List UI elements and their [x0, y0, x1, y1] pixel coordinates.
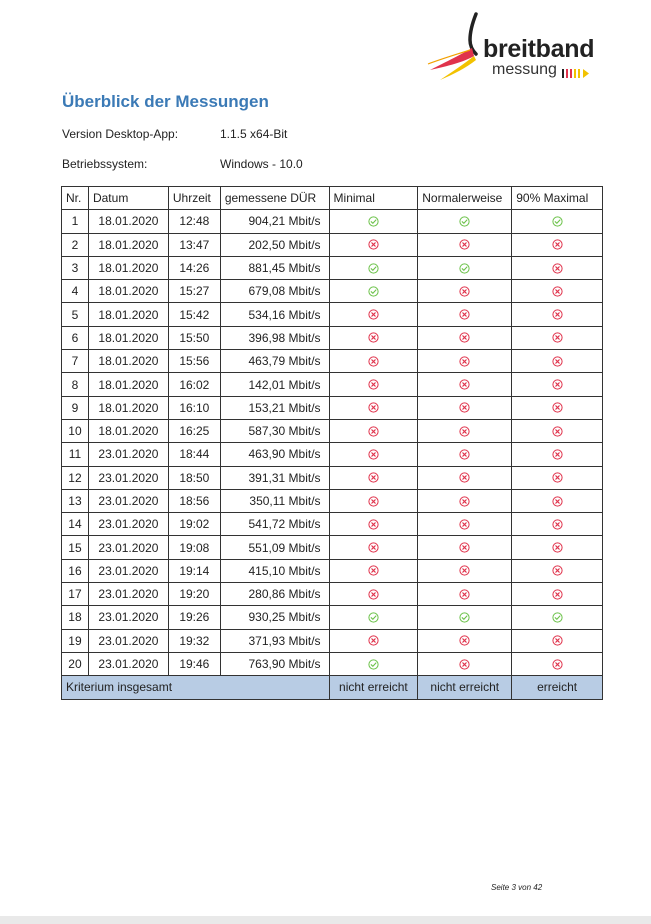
- logo-word-messung: messung: [492, 61, 557, 78]
- check-circle-icon: [422, 263, 507, 274]
- cross-circle-icon: [516, 379, 598, 390]
- cross-circle-icon: [516, 519, 598, 530]
- row-nr: 13: [62, 489, 89, 512]
- row-uhrzeit: 16:02: [168, 373, 220, 396]
- row-gemessene-duer: 463,79 Mbit/s: [220, 350, 329, 373]
- page-bottom-band: [0, 916, 651, 924]
- row-90-maximal-status: [512, 419, 603, 442]
- signal-bars-icon: [562, 66, 592, 80]
- cross-circle-icon: [516, 565, 598, 576]
- row-datum: 18.01.2020: [88, 373, 168, 396]
- row-90-maximal-status: [512, 303, 603, 326]
- row-normalerweise-status: [418, 256, 512, 279]
- check-circle-icon: [334, 216, 414, 227]
- row-uhrzeit: 19:08: [168, 536, 220, 559]
- row-minimal-status: [329, 559, 418, 582]
- check-circle-icon: [334, 659, 414, 670]
- row-datum: 23.01.2020: [88, 583, 168, 606]
- row-uhrzeit: 19:02: [168, 513, 220, 536]
- row-minimal-status: [329, 396, 418, 419]
- row-minimal-status: [329, 326, 418, 349]
- header-minimal: Minimal: [329, 187, 418, 210]
- row-minimal-status: [329, 583, 418, 606]
- row-nr: 18: [62, 606, 89, 629]
- row-datum: 23.01.2020: [88, 443, 168, 466]
- row-uhrzeit: 16:25: [168, 419, 220, 442]
- table-row: [62, 326, 603, 349]
- table-row: [62, 233, 603, 256]
- row-normalerweise-status: [418, 303, 512, 326]
- row-nr: 14: [62, 513, 89, 536]
- row-uhrzeit: 15:42: [168, 303, 220, 326]
- row-nr: 19: [62, 629, 89, 652]
- cross-circle-icon: [516, 286, 598, 297]
- row-uhrzeit: 18:44: [168, 443, 220, 466]
- row-gemessene-duer: 396,98 Mbit/s: [220, 326, 329, 349]
- table-row: [62, 256, 603, 279]
- row-gemessene-duer: 881,45 Mbit/s: [220, 256, 329, 279]
- header-normalerweise: Normalerweise: [418, 187, 512, 210]
- row-gemessene-duer: 391,31 Mbit/s: [220, 466, 329, 489]
- cross-circle-icon: [422, 402, 507, 413]
- row-90-maximal-status: [512, 513, 603, 536]
- os-value: Windows - 10.0: [220, 157, 303, 171]
- row-uhrzeit: 15:50: [168, 326, 220, 349]
- row-minimal-status: [329, 419, 418, 442]
- row-minimal-status: [329, 629, 418, 652]
- row-minimal-status: [329, 210, 418, 233]
- row-datum: 23.01.2020: [88, 513, 168, 536]
- measurement-table: [61, 186, 603, 700]
- row-normalerweise-status: [418, 443, 512, 466]
- row-normalerweise-status: [418, 489, 512, 512]
- row-normalerweise-status: [418, 559, 512, 582]
- row-uhrzeit: 19:32: [168, 629, 220, 652]
- row-uhrzeit: 13:47: [168, 233, 220, 256]
- cross-circle-icon: [334, 426, 414, 437]
- row-normalerweise-status: [418, 652, 512, 675]
- row-nr: 12: [62, 466, 89, 489]
- row-minimal-status: [329, 443, 418, 466]
- row-normalerweise-status: [418, 210, 512, 233]
- table-row: [62, 513, 603, 536]
- row-datum: 23.01.2020: [88, 629, 168, 652]
- cross-circle-icon: [334, 635, 414, 646]
- summary-normalerweise: nicht erreicht: [418, 676, 512, 699]
- row-datum: 23.01.2020: [88, 606, 168, 629]
- page-title: Überblick der Messungen: [62, 92, 269, 111]
- cross-circle-icon: [516, 472, 598, 483]
- cross-circle-icon: [422, 379, 507, 390]
- summary-minimal: nicht erreicht: [329, 676, 418, 699]
- cross-circle-icon: [516, 449, 598, 460]
- header-uhrzeit: Uhrzeit: [168, 187, 220, 210]
- row-datum: 23.01.2020: [88, 466, 168, 489]
- row-minimal-status: [329, 373, 418, 396]
- row-gemessene-duer: 551,09 Mbit/s: [220, 536, 329, 559]
- cross-circle-icon: [422, 519, 507, 530]
- cross-circle-icon: [422, 589, 507, 600]
- row-90-maximal-status: [512, 326, 603, 349]
- row-uhrzeit: 12:48: [168, 210, 220, 233]
- os-label: Betriebssystem:: [62, 157, 148, 171]
- check-circle-icon: [422, 216, 507, 227]
- row-minimal-status: [329, 233, 418, 256]
- row-minimal-status: [329, 606, 418, 629]
- row-nr: 9: [62, 396, 89, 419]
- row-datum: 18.01.2020: [88, 233, 168, 256]
- row-datum: 23.01.2020: [88, 489, 168, 512]
- row-uhrzeit: 18:50: [168, 466, 220, 489]
- cross-circle-icon: [516, 659, 598, 670]
- row-90-maximal-status: [512, 256, 603, 279]
- row-gemessene-duer: 534,16 Mbit/s: [220, 303, 329, 326]
- row-gemessene-duer: 350,11 Mbit/s: [220, 489, 329, 512]
- cross-circle-icon: [422, 635, 507, 646]
- breitbandmessung-logo: [426, 10, 626, 90]
- cross-circle-icon: [334, 239, 414, 250]
- row-normalerweise-status: [418, 466, 512, 489]
- row-datum: 18.01.2020: [88, 280, 168, 303]
- cross-circle-icon: [516, 309, 598, 320]
- table-row: [62, 419, 603, 442]
- row-datum: 18.01.2020: [88, 256, 168, 279]
- row-nr: 20: [62, 652, 89, 675]
- cross-circle-icon: [422, 356, 507, 367]
- header-gemessene-duer: gemessene DÜR: [220, 187, 329, 210]
- row-gemessene-duer: 904,21 Mbit/s: [220, 210, 329, 233]
- check-circle-icon: [334, 286, 414, 297]
- cross-circle-icon: [422, 659, 507, 670]
- row-90-maximal-status: [512, 280, 603, 303]
- version-label: Version Desktop-App:: [62, 127, 179, 141]
- row-normalerweise-status: [418, 583, 512, 606]
- row-normalerweise-status: [418, 326, 512, 349]
- row-normalerweise-status: [418, 606, 512, 629]
- row-normalerweise-status: [418, 513, 512, 536]
- table-row: [62, 350, 603, 373]
- row-uhrzeit: 16:10: [168, 396, 220, 419]
- page-number: Seite 3 von 42: [491, 883, 543, 892]
- row-normalerweise-status: [418, 419, 512, 442]
- cross-circle-icon: [422, 496, 507, 507]
- row-gemessene-duer: 541,72 Mbit/s: [220, 513, 329, 536]
- row-minimal-status: [329, 256, 418, 279]
- row-normalerweise-status: [418, 536, 512, 559]
- row-90-maximal-status: [512, 559, 603, 582]
- row-normalerweise-status: [418, 396, 512, 419]
- table-row: [62, 303, 603, 326]
- row-datum: 18.01.2020: [88, 396, 168, 419]
- cross-circle-icon: [516, 426, 598, 437]
- row-nr: 16: [62, 559, 89, 582]
- cross-circle-icon: [422, 286, 507, 297]
- row-90-maximal-status: [512, 629, 603, 652]
- row-nr: 3: [62, 256, 89, 279]
- summary-label: Kriterium insgesamt: [62, 676, 330, 699]
- cross-circle-icon: [422, 472, 507, 483]
- table-row: [62, 606, 603, 629]
- cross-circle-icon: [516, 332, 598, 343]
- row-uhrzeit: 19:20: [168, 583, 220, 606]
- row-uhrzeit: 19:26: [168, 606, 220, 629]
- cross-circle-icon: [422, 542, 507, 553]
- cross-circle-icon: [516, 356, 598, 367]
- row-datum: 18.01.2020: [88, 419, 168, 442]
- table-row: [62, 583, 603, 606]
- header-90-maximal: 90% Maximal: [512, 187, 603, 210]
- row-90-maximal-status: [512, 489, 603, 512]
- row-gemessene-duer: 930,25 Mbit/s: [220, 606, 329, 629]
- cross-circle-icon: [334, 542, 414, 553]
- row-90-maximal-status: [512, 583, 603, 606]
- row-minimal-status: [329, 536, 418, 559]
- table-row: [62, 373, 603, 396]
- table-row: [62, 443, 603, 466]
- version-value: 1.1.5 x64-Bit: [220, 127, 288, 141]
- cross-circle-icon: [334, 356, 414, 367]
- row-datum: 18.01.2020: [88, 326, 168, 349]
- row-gemessene-duer: 202,50 Mbit/s: [220, 233, 329, 256]
- cross-circle-icon: [516, 263, 598, 274]
- table-header-row: [62, 187, 603, 210]
- row-nr: 8: [62, 373, 89, 396]
- table-row: [62, 536, 603, 559]
- cross-circle-icon: [422, 565, 507, 576]
- row-90-maximal-status: [512, 466, 603, 489]
- cross-circle-icon: [516, 589, 598, 600]
- cross-circle-icon: [334, 496, 414, 507]
- table-row: [62, 396, 603, 419]
- row-nr: 17: [62, 583, 89, 606]
- cross-circle-icon: [422, 332, 507, 343]
- cross-circle-icon: [334, 589, 414, 600]
- row-normalerweise-status: [418, 373, 512, 396]
- cross-circle-icon: [516, 402, 598, 413]
- row-uhrzeit: 19:14: [168, 559, 220, 582]
- row-uhrzeit: 14:26: [168, 256, 220, 279]
- row-minimal-status: [329, 652, 418, 675]
- row-minimal-status: [329, 350, 418, 373]
- row-90-maximal-status: [512, 443, 603, 466]
- cross-circle-icon: [422, 309, 507, 320]
- row-nr: 4: [62, 280, 89, 303]
- row-uhrzeit: 15:27: [168, 280, 220, 303]
- cross-circle-icon: [422, 449, 507, 460]
- row-datum: 18.01.2020: [88, 303, 168, 326]
- row-nr: 7: [62, 350, 89, 373]
- row-minimal-status: [329, 280, 418, 303]
- row-datum: 18.01.2020: [88, 350, 168, 373]
- summary-90-maximal: erreicht: [512, 676, 603, 699]
- row-minimal-status: [329, 513, 418, 536]
- row-nr: 2: [62, 233, 89, 256]
- cross-circle-icon: [334, 402, 414, 413]
- check-circle-icon: [516, 612, 598, 623]
- row-nr: 6: [62, 326, 89, 349]
- row-uhrzeit: 15:56: [168, 350, 220, 373]
- row-normalerweise-status: [418, 280, 512, 303]
- table-row: [62, 466, 603, 489]
- cross-circle-icon: [334, 519, 414, 530]
- header-nr: Nr.: [62, 187, 89, 210]
- row-90-maximal-status: [512, 606, 603, 629]
- row-gemessene-duer: 153,21 Mbit/s: [220, 396, 329, 419]
- row-90-maximal-status: [512, 396, 603, 419]
- cross-circle-icon: [516, 496, 598, 507]
- table-row: [62, 280, 603, 303]
- table-row: [62, 629, 603, 652]
- check-circle-icon: [334, 263, 414, 274]
- row-nr: 1: [62, 210, 89, 233]
- row-minimal-status: [329, 303, 418, 326]
- cross-circle-icon: [422, 239, 507, 250]
- row-nr: 11: [62, 443, 89, 466]
- cross-circle-icon: [334, 565, 414, 576]
- cross-circle-icon: [516, 635, 598, 646]
- table-row: [62, 210, 603, 233]
- row-90-maximal-status: [512, 210, 603, 233]
- check-circle-icon: [422, 612, 507, 623]
- row-90-maximal-status: [512, 233, 603, 256]
- row-uhrzeit: 18:56: [168, 489, 220, 512]
- row-minimal-status: [329, 466, 418, 489]
- row-gemessene-duer: 463,90 Mbit/s: [220, 443, 329, 466]
- cross-circle-icon: [516, 239, 598, 250]
- row-nr: 10: [62, 419, 89, 442]
- row-datum: 23.01.2020: [88, 559, 168, 582]
- row-uhrzeit: 19:46: [168, 652, 220, 675]
- row-datum: 23.01.2020: [88, 536, 168, 559]
- cross-circle-icon: [516, 542, 598, 553]
- table-row: [62, 489, 603, 512]
- cross-circle-icon: [334, 379, 414, 390]
- cross-circle-icon: [334, 309, 414, 320]
- row-nr: 15: [62, 536, 89, 559]
- row-datum: 23.01.2020: [88, 652, 168, 675]
- table-row: [62, 559, 603, 582]
- cross-circle-icon: [422, 426, 507, 437]
- row-gemessene-duer: 280,86 Mbit/s: [220, 583, 329, 606]
- logo-word-breitband: breitband: [483, 35, 595, 63]
- row-datum: 18.01.2020: [88, 210, 168, 233]
- row-gemessene-duer: 415,10 Mbit/s: [220, 559, 329, 582]
- row-minimal-status: [329, 489, 418, 512]
- row-90-maximal-status: [512, 536, 603, 559]
- header-datum: Datum: [88, 187, 168, 210]
- row-90-maximal-status: [512, 373, 603, 396]
- check-circle-icon: [334, 612, 414, 623]
- row-gemessene-duer: 142,01 Mbit/s: [220, 373, 329, 396]
- row-gemessene-duer: 763,90 Mbit/s: [220, 652, 329, 675]
- cross-circle-icon: [334, 449, 414, 460]
- row-90-maximal-status: [512, 350, 603, 373]
- table-row: [62, 652, 603, 675]
- row-normalerweise-status: [418, 233, 512, 256]
- check-circle-icon: [516, 216, 598, 227]
- row-gemessene-duer: 587,30 Mbit/s: [220, 419, 329, 442]
- cross-circle-icon: [334, 332, 414, 343]
- row-normalerweise-status: [418, 629, 512, 652]
- summary-row: [62, 676, 603, 699]
- cross-circle-icon: [334, 472, 414, 483]
- row-gemessene-duer: 371,93 Mbit/s: [220, 629, 329, 652]
- row-normalerweise-status: [418, 350, 512, 373]
- row-nr: 5: [62, 303, 89, 326]
- row-90-maximal-status: [512, 652, 603, 675]
- row-gemessene-duer: 679,08 Mbit/s: [220, 280, 329, 303]
